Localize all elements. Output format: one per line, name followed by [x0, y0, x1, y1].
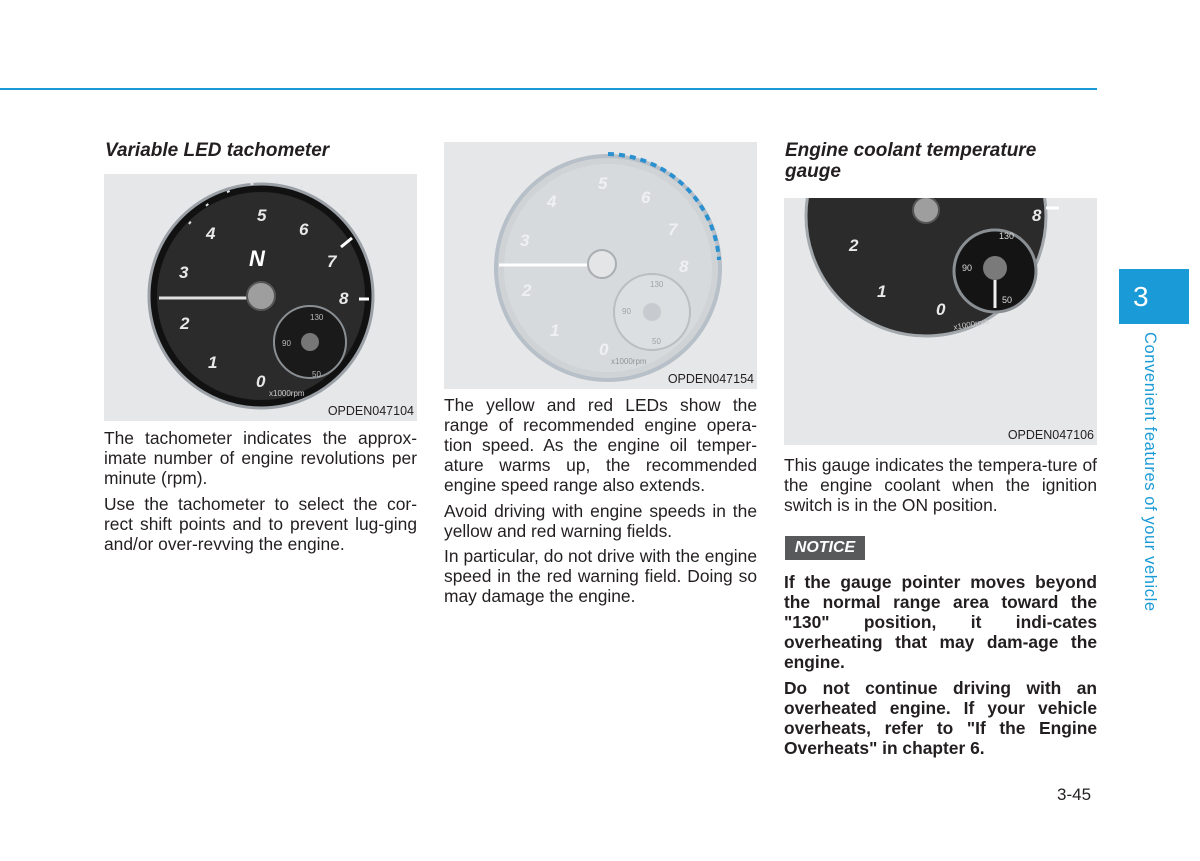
tachometer-illustration: [104, 174, 417, 421]
rpm-label-1: 1: [208, 353, 218, 372]
svg-text:2: 2: [522, 281, 532, 300]
rpm-unit-label: x1000rpm: [269, 389, 305, 398]
rpm-label-2: 2: [180, 314, 190, 333]
svg-text:8: 8: [679, 257, 689, 276]
chapter-tab[interactable]: 3: [1119, 269, 1189, 324]
svg-text:0: 0: [599, 340, 609, 359]
section-heading-tachometer: Variable LED tachometer: [105, 140, 330, 161]
n-logo-icon: N: [249, 246, 265, 271]
svg-text:90: 90: [962, 263, 973, 273]
svg-text:0: 0: [936, 300, 946, 319]
paragraph: This gauge indicates the tempera-ture of the engine coolant when the ignition switch is in the ON position.: [784, 455, 1097, 515]
notice-paragraph: If the gauge pointer moves beyond the normal range area toward the "130" position, it indi-cates overheating that may dam-age the engine.: [784, 572, 1097, 672]
notice-paragraph: Do not continue driving with an overheated engine. If your vehicle overheats, refer to "If the Engine Overheats" in chapter 6.: [784, 678, 1097, 758]
temp-label-low: 50: [312, 370, 321, 379]
page-number: 3-45: [1057, 785, 1092, 804]
svg-text:130: 130: [650, 280, 664, 289]
rpm-label-6: 6: [299, 220, 309, 239]
svg-text:3: 3: [520, 231, 530, 250]
svg-text:4: 4: [547, 192, 557, 211]
svg-text:7: 7: [668, 220, 678, 239]
figure-tachometer: [104, 174, 417, 421]
svg-text:130: 130: [999, 231, 1015, 241]
paragraph: The tachometer indicates the approx-imate number of engine revolutions per minute (rpm).: [104, 428, 417, 488]
paragraph: Avoid driving with engine speeds in the yellow and red warning fields.: [444, 501, 757, 541]
svg-text:6: 6: [641, 188, 651, 207]
rpm-label-4: 4: [206, 224, 216, 243]
svg-text:90: 90: [622, 307, 631, 316]
svg-text:50: 50: [1002, 295, 1013, 305]
notice-badge: NOTICE: [785, 536, 865, 560]
svg-text:x1000rpm: x1000rpm: [952, 316, 990, 332]
rpm-label-0: 0: [256, 372, 266, 391]
paragraph: Use the tachometer to select the cor-rect shift points and to prevent lug-ging and/or over-revving the engine.: [104, 494, 417, 554]
figure-led-tachometer: [444, 142, 757, 389]
figure-code: OPDEN047154: [667, 372, 754, 386]
svg-text:5: 5: [598, 174, 608, 193]
figure-code: OPDEN047104: [327, 404, 414, 418]
rpm-label-7: 7: [327, 252, 337, 271]
svg-text:50: 50: [652, 337, 661, 346]
svg-text:8: 8: [1032, 206, 1042, 225]
paragraph: The yellow and red LEDs show the range of recommended engine opera-tion speed. As the engine oil temper-ature warms up, the recommended engine speed range also extends.: [444, 395, 757, 495]
coolant-gauge-illustration: [784, 198, 1097, 445]
figure-coolant-gauge: [784, 198, 1097, 445]
header-rule: [0, 88, 1097, 90]
figure-code: OPDEN047106: [1007, 428, 1094, 442]
svg-text:2: 2: [849, 236, 859, 255]
svg-text:1: 1: [877, 282, 887, 301]
rpm-label-8: 8: [339, 289, 349, 308]
svg-text:1: 1: [550, 321, 560, 340]
rpm-label-3: 3: [179, 263, 189, 282]
section-heading-coolant: Engine coolant temperature gauge: [785, 140, 1037, 182]
paragraph: In particular, do not drive with the engine speed in the red warning field. Doing so may damage the engine.: [444, 546, 757, 606]
temp-label-mid: 90: [282, 339, 291, 348]
svg-text:x1000rpm: x1000rpm: [611, 357, 647, 366]
temp-label-high: 130: [310, 313, 324, 322]
chapter-title: Convenient features of your vehicle: [1141, 332, 1159, 612]
rpm-label-5: 5: [257, 206, 267, 225]
led-tachometer-illustration: [444, 142, 757, 389]
